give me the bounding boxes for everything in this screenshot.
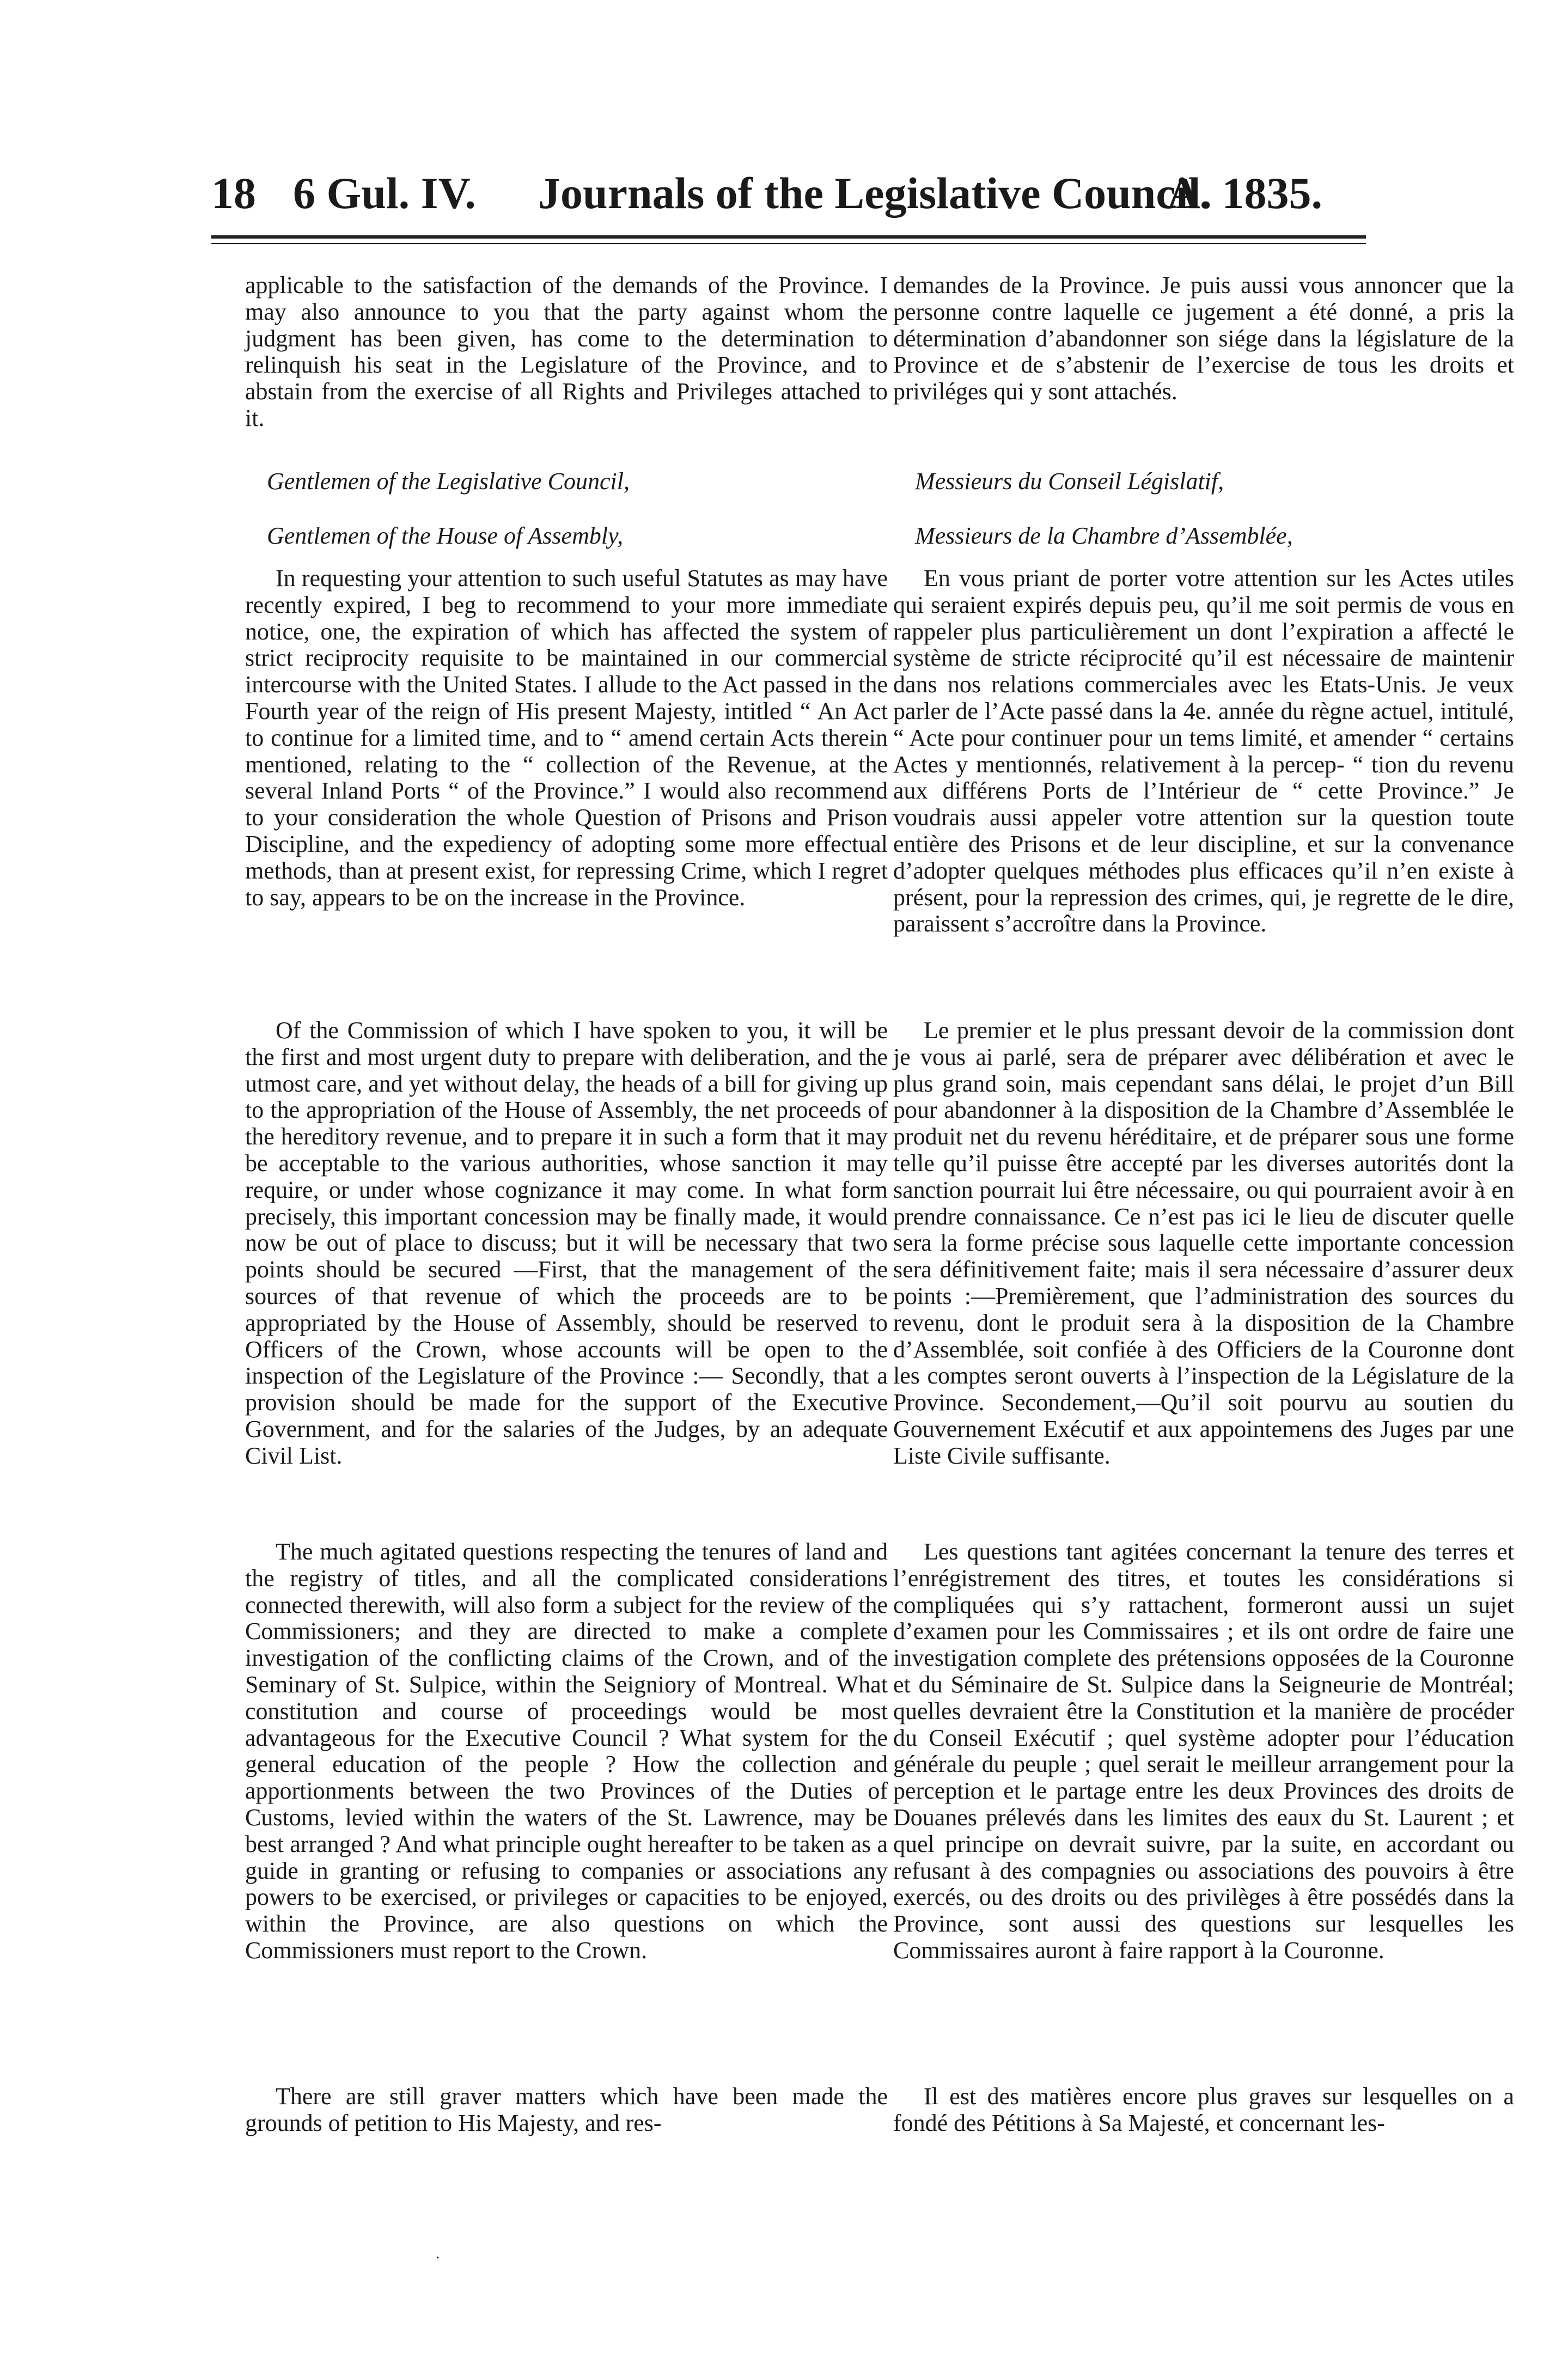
french-text: Il est des matières encore plus graves sur lesquelles on a fondé des Pétitions à Sa Majesté, et concernant les- — [893, 2083, 1514, 2136]
salutation-text: Messieurs du Conseil Législatif, — [915, 468, 1224, 495]
page-number: 18 — [211, 168, 256, 218]
header-rule-thin — [211, 243, 1366, 244]
english-salutation-council — [245, 468, 888, 495]
english-salutation-assembly — [245, 523, 888, 550]
english-text: The much agitated questions respecting the tenures of land and the registry of titles, and all the complicated considerations connected therewith, will also form a subject for the review of the Commissioners; and they are directed to make a complete investigation of the conflicting claims of the Crown, and of the Seminary of St. Sulpice, within the Seigniory of Montreal. What constitution and course of proceedings would be most advantageous for the Executive Council ? What system for the general education of the people ? How the collection and apportionments between the two Provinces of the Duties of Customs, levied within the waters of the St. Lawrence, may be best arranged ? And what principle ought hereafter to be taken as a guide in granting or refusing to companies or associations any powers to be exercised, or privileges or capacities to be enjoyed, within the Province, are also questions on which the Commissioners must report to the Crown. — [245, 1538, 888, 1964]
english-paragraph-5 — [245, 2083, 888, 2137]
english-paragraph-2 — [245, 565, 888, 911]
french-paragraph-1 — [893, 272, 1514, 405]
regnal-year: 6 Gul. IV. — [293, 168, 476, 218]
salutation-text: Messieurs de la Chambre d’Assemblée, — [915, 522, 1293, 549]
header-rule-thick — [211, 235, 1366, 239]
english-text: There are still graver matters which have been made the grounds of petition to His Majesty, and res- — [245, 2083, 888, 2136]
footer-mark: . — [436, 2244, 440, 2262]
salutation-text: Gentlemen of the Legislative Council, — [267, 468, 630, 495]
french-text: Le premier et le plus pressant devoir de la commission dont je vous ai parlé, sera de préparer avec délibération et avec le plus grand soin, mais cependant sans délai, le projet d’un Bill pour abandonner à la disposition de la Chambre d’Assemblée le produit net du revenu héréditaire, et de préparer sous une forme telle qu’il puisse être accepté par les diverses autorités dont la sanction pourrait lui être nécessaire, ou qui pourraient avoir à en prendre connaissance. Ce n’est pas ici le lieu de discuter quelle sera la forme précise sous laquelle cette importante concession sera définitivement faite; mais il sera nécessaire d’assurer deux points :—Premièrement, que l’administration des sources du revenu, dont le produit sera à la disposition de la Chambre d’Assemblée, soit confiée à des Officiers de la Couronne dont les comptes seront ouverts à l’inspection de la Législature de la Province. Secondement,—Qu’il soit pourvu au soutien du Gouvernement Exécutif et aux appointemens des Juges par une Liste Civile suffisante. — [893, 1017, 1514, 1469]
year: A. 1835. — [1167, 168, 1322, 218]
french-text: demandes de la Province. Je puis aussi vous annoncer que la personne contre laquelle ce jugement a été donné, a pris la détermination d’abandonner son siége dans la législature de la Province et de s’abstenir de l’exercise de tous les droits et priviléges qui y sont attachés. — [893, 272, 1514, 405]
english-paragraph-4 — [245, 1539, 888, 1964]
french-salutation-council — [893, 468, 1514, 495]
french-paragraph-5 — [893, 2083, 1514, 2137]
french-text: Les questions tant agitées concernant la tenure des terres et l’enrégistrement des titres, et toutes les considérations si compliquées qui s’y rattachent, formeront aussi un sujet d’examen pour les Commissaires ; et ils ont ordre de faire une investigation complete des prétensions opposées de la Couronne et du Séminaire de St. Sulpice dans la Seigneurie de Montréal; quelles devraient être la Constitution et la manière de procéder du Conseil Exécutif ; quel système adopter pour l’éducation générale du peuple ; quel serait le meilleur arrangement pour la perception et le partage entre les deux Provinces des droits de Douanes prélevés dans les limites des eaux du St. Laurent ; et quel principe on devrait suivre, par la suite, en accordant ou refusant à des compagnies ou associations des pouvoirs à être exercés, ou des droits ou des privilèges à être possédés dans la Province, sont aussi des questions sur lesquelles les Commissaires auront à faire rapport à la Couronne. — [893, 1538, 1514, 1964]
french-text: En vous priant de porter votre attention sur les Actes utiles qui seraient expirés depuis peu, qu’il me soit permis de vous en rappeler plus particulièrement un dont l’expiration a affecté le système de stricte réciprocité qu’il est nécessaire de maintenir dans nos relations commerciales avec les Etats-Unis. Je veux parler de l’Acte passé dans la 4e. année du règne actuel, intitulé, “ Acte pour continuer pour un tems limité, et amender “ certains Actes y mentionnés, relativement à la percep- “ tion du revenu aux différens Ports de l’Intérieur de “ cette Province.” Je voudrais aussi appeler votre attention sur la question toute entière des Prisons et de leur discipline, et sur la convenance d’adopter quelques méthodes plus efficaces qu’il n’en existe à présent, pour la repression des crimes, qui, je regrette de le dire, paraissent s’accroître dans la Province. — [893, 565, 1514, 937]
english-paragraph-3 — [245, 1018, 888, 1470]
english-paragraph-1 — [245, 272, 888, 432]
french-paragraph-2 — [893, 565, 1514, 937]
salutation-text: Gentlemen of the House of Assembly, — [267, 522, 624, 549]
journal-title: Journals of the Legislative Council. — [538, 168, 1212, 218]
english-text: Of the Commission of which I have spoken to you, it will be the first and most urgent duty to prepare with deliberation, and the utmost care, and yet without delay, the heads of a bill for giving up to the appropriation of the House of Assembly, the net proceeds of the hereditory revenue, and to prepare it in such a form that it may be acceptable to the various authorities, whose sanction it may require, or under whose cognizance it may come. In what form precisely, this important concession may be finally made, it would now be out of place to discuss; but it will be necessary that two points should be secured —First, that the management of the sources of that revenue of which the proceeds are to be appropriated by the House of Assembly, should be reserved to Officers of the Crown, whose accounts will be open to the inspection of the Legislature of the Province :— Secondly, that a provision should be made for the support of the Executive Government, and for the salaries of the Judges, by an adequate Civil List. — [245, 1017, 888, 1469]
french-salutation-assembly — [893, 523, 1514, 550]
english-text: In requesting your attention to such useful Statutes as may have recently expired, I beg to recommend to your more immediate notice, one, the expiration of which has affected the system of strict reciprocity requisite to be maintained in our commercial intercourse with the United States. I allude to the Act passed in the Fourth year of the reign of His present Majesty, intitled “ An Act to continue for a limited time, and to “ amend certain Acts therein mentioned, relating to the “ collection of the Revenue, at the several Inland Ports “ of the Province.” I would also recommend to your consideration the whole Question of Prisons and Prison Discipline, and the expediency of adopting some more effectual methods, than at present exist, for repressing Crime, which I regret to say, appears to be on the increase in the Province. — [245, 565, 888, 911]
french-paragraph-4 — [893, 1539, 1514, 1964]
english-text: applicable to the satisfaction of the demands of the Province. I may also announce to you that the party against whom the judgment has been given, has come to the determination to relinquish his seat in the Legislature of the Province, and to abstain from the exercise of all Rights and Privileges attached to it. — [245, 272, 888, 431]
french-paragraph-3 — [893, 1018, 1514, 1470]
running-header — [211, 163, 1322, 223]
